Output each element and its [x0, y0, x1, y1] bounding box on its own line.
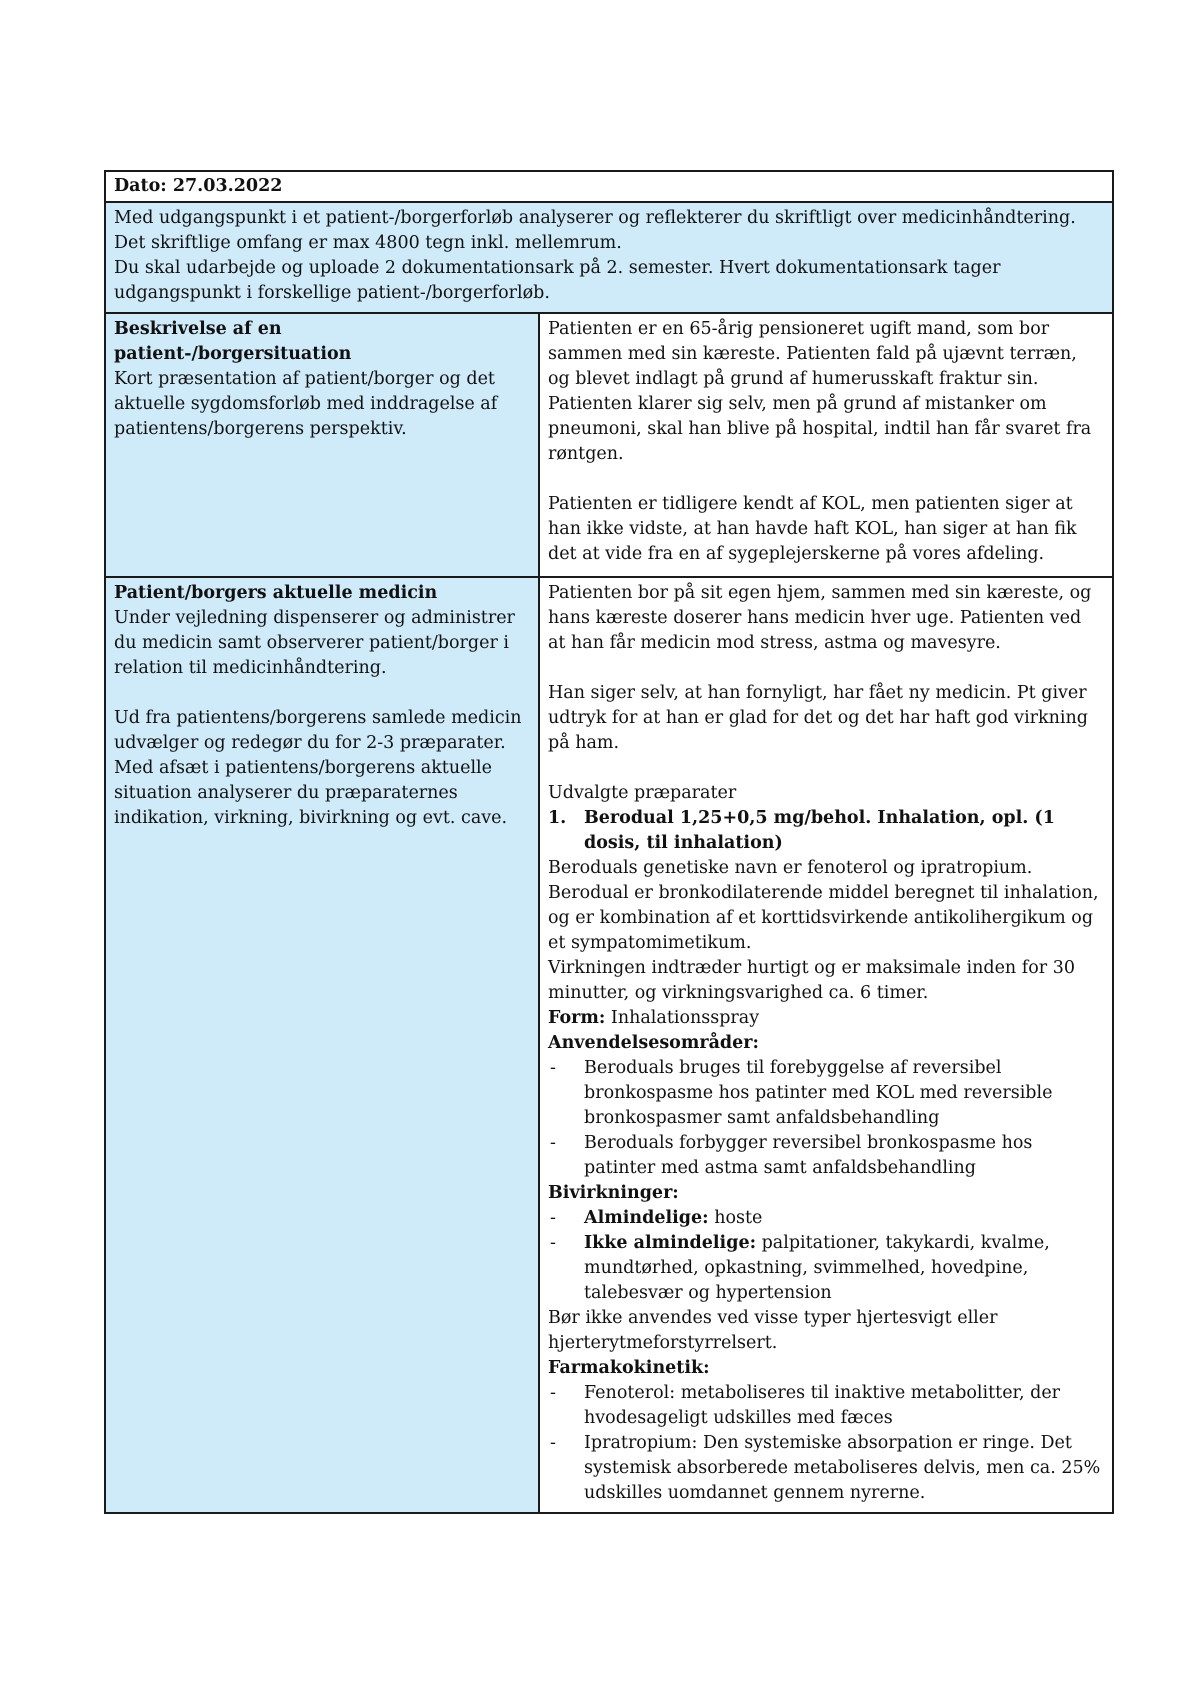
- pharmacokinetics-heading: Farmakokinetik:: [548, 1358, 710, 1378]
- side-effect-item: [548, 1206, 1104, 1231]
- selected-drugs-label: Udvalgte præparater: [548, 783, 737, 803]
- side-effects-list: [548, 1206, 1104, 1306]
- usage-item: - Beroduals forbygger reversibel bronkospasme hos patinter med astma samt anfaldsbehandling: [548, 1131, 1104, 1181]
- form-label: Form:: [548, 1008, 606, 1028]
- section2-instruction: Med afsæt i patientens/borgerens aktuelle situation analyserer du præparaternes indikation, virkning, bivirkning og evt. cave.: [114, 758, 508, 828]
- answer-paragraph: Patienten er tidligere kendt af KOL, men patienten siger at han ikke vidste, at han havde haft KOL, han siger at han fik det at vide fra en af sygeplejerskerne på vores afdeling.: [548, 494, 1077, 564]
- pharmacokinetics-list: [548, 1381, 1104, 1506]
- section2-instruction: Under vejledning dispenserer og administrer du medicin samt observerer patient/borger i relation til medicinhåndtering.: [114, 608, 515, 678]
- section2-instruction: Ud fra patientens/borgerens samlede medicin udvælger og redegør du for 2-3 præparater.: [114, 708, 522, 753]
- side-effect-value: hoste: [708, 1208, 763, 1228]
- section1-answer: [539, 313, 1113, 577]
- section2-prompt: [105, 577, 539, 1513]
- section2-answer: [539, 577, 1113, 1513]
- drug-number: 1.: [548, 808, 567, 828]
- section1-prompt: [105, 313, 539, 577]
- intro-line: Det skriftlige omfang er max 4800 tegn inkl. mellemrum.: [114, 233, 622, 253]
- drug-description: Berodual er bronkodilaterende middel beregnet til inhalation, og er kombination af et korttidsvirkende antikolihergikum og et sympatomimetikum.: [548, 883, 1099, 953]
- usage-heading: Anvendelsesområder:: [548, 1033, 759, 1053]
- intro-cell: [105, 202, 1113, 313]
- side-effect-item: [548, 1231, 1104, 1306]
- drug-description: Virkningen indtræder hurtigt og er maksimale inden for 30 minutter, og virkningsvarighed ca. 6 timer.: [548, 958, 1075, 1003]
- side-effect-label: Ikke almindelige:: [584, 1233, 757, 1253]
- side-effects-heading: Bivirkninger:: [548, 1183, 679, 1203]
- side-effect-value: palpitationer, takykardi, kvalme, mundtørhed, opkastning, svimmelhed, hovedpine, talebesvær og hypertension: [584, 1233, 1050, 1303]
- usage-item: - Beroduals bruges til forebyggelse af reversibel bronkospasme hos patinter med KOL med reversible bronkospasmer samt anfaldsbehandling: [548, 1056, 1104, 1131]
- answer-paragraph: Patienten er en 65-årig pensioneret ugift mand, som bor sammen med sin kæreste. Patienten fald på ujævnt terræn, og blevet indlagt på grund af humerusskaft fraktur sin. Patienten klarer sig selv, men på grund af mistanker om pneumoni, skal han blive på hospital, indtil han får svaret fra røntgen.: [548, 319, 1092, 464]
- form-line: [548, 1006, 1104, 1031]
- intro-line: Du skal udarbejde og uploade 2 dokumentationsark på 2. semester. Hvert dokumentationsark tager udgangspunkt i forskellige patient-/borgerforløb.: [114, 258, 1001, 303]
- section1-title: Beskrivelse af en patient-/borgersituation: [114, 319, 352, 364]
- documentation-sheet: [104, 170, 1114, 1514]
- drug-description: Beroduals genetiske navn er fenoterol og ipratropium.: [548, 858, 1033, 878]
- date-label: Dato: 27.03.2022: [105, 171, 1113, 202]
- answer-paragraph: Patienten bor på sit egen hjem, sammen med sin kæreste, og hans kæreste doserer hans medicin hver uge. Patienten ved at han får medicin mod stress, astma og mavesyre.: [548, 583, 1092, 653]
- drug-name: Berodual 1,25+0,5 mg/behol. Inhalation, opl. (1 dosis, til inhalation): [584, 808, 1055, 853]
- section1-instruction: Kort præsentation af patient/borger og det aktuelle sygdomsforløb med inddragelse af patientens/borgerens perspektiv.: [114, 369, 498, 439]
- usage-list: [548, 1056, 1104, 1181]
- caution-text: Bør ikke anvendes ved visse typer hjertesvigt eller hjerterytmeforstyrrelsert.: [548, 1308, 998, 1353]
- form-value: Inhalationsspray: [605, 1008, 760, 1028]
- section2-title: Patient/borgers aktuelle medicin: [114, 583, 438, 603]
- pk-item: - Ipratropium: Den systemiske absorpation er ringe. Det systemisk absorberede metaboliseres delvis, men ca. 25% udskilles uomdannet gennem nyrerne.: [548, 1431, 1104, 1506]
- side-effect-label: Almindelige:: [584, 1208, 709, 1228]
- intro-line: Med udgangspunkt i et patient-/borgerforløb analyserer og reflekterer du skriftligt over medicinhåndtering.: [114, 208, 1076, 228]
- drug-list: [548, 806, 1104, 856]
- answer-paragraph: Han siger selv, at han fornyligt, har fået ny medicin. Pt giver udtryk for at han er glad for det og det har haft god virkning på ham.: [548, 683, 1088, 753]
- pk-item: - Fenoterol: metaboliseres til inaktive metabolitter, der hvodesageligt udskilles med fæces: [548, 1381, 1104, 1431]
- drug-item: [548, 806, 1104, 856]
